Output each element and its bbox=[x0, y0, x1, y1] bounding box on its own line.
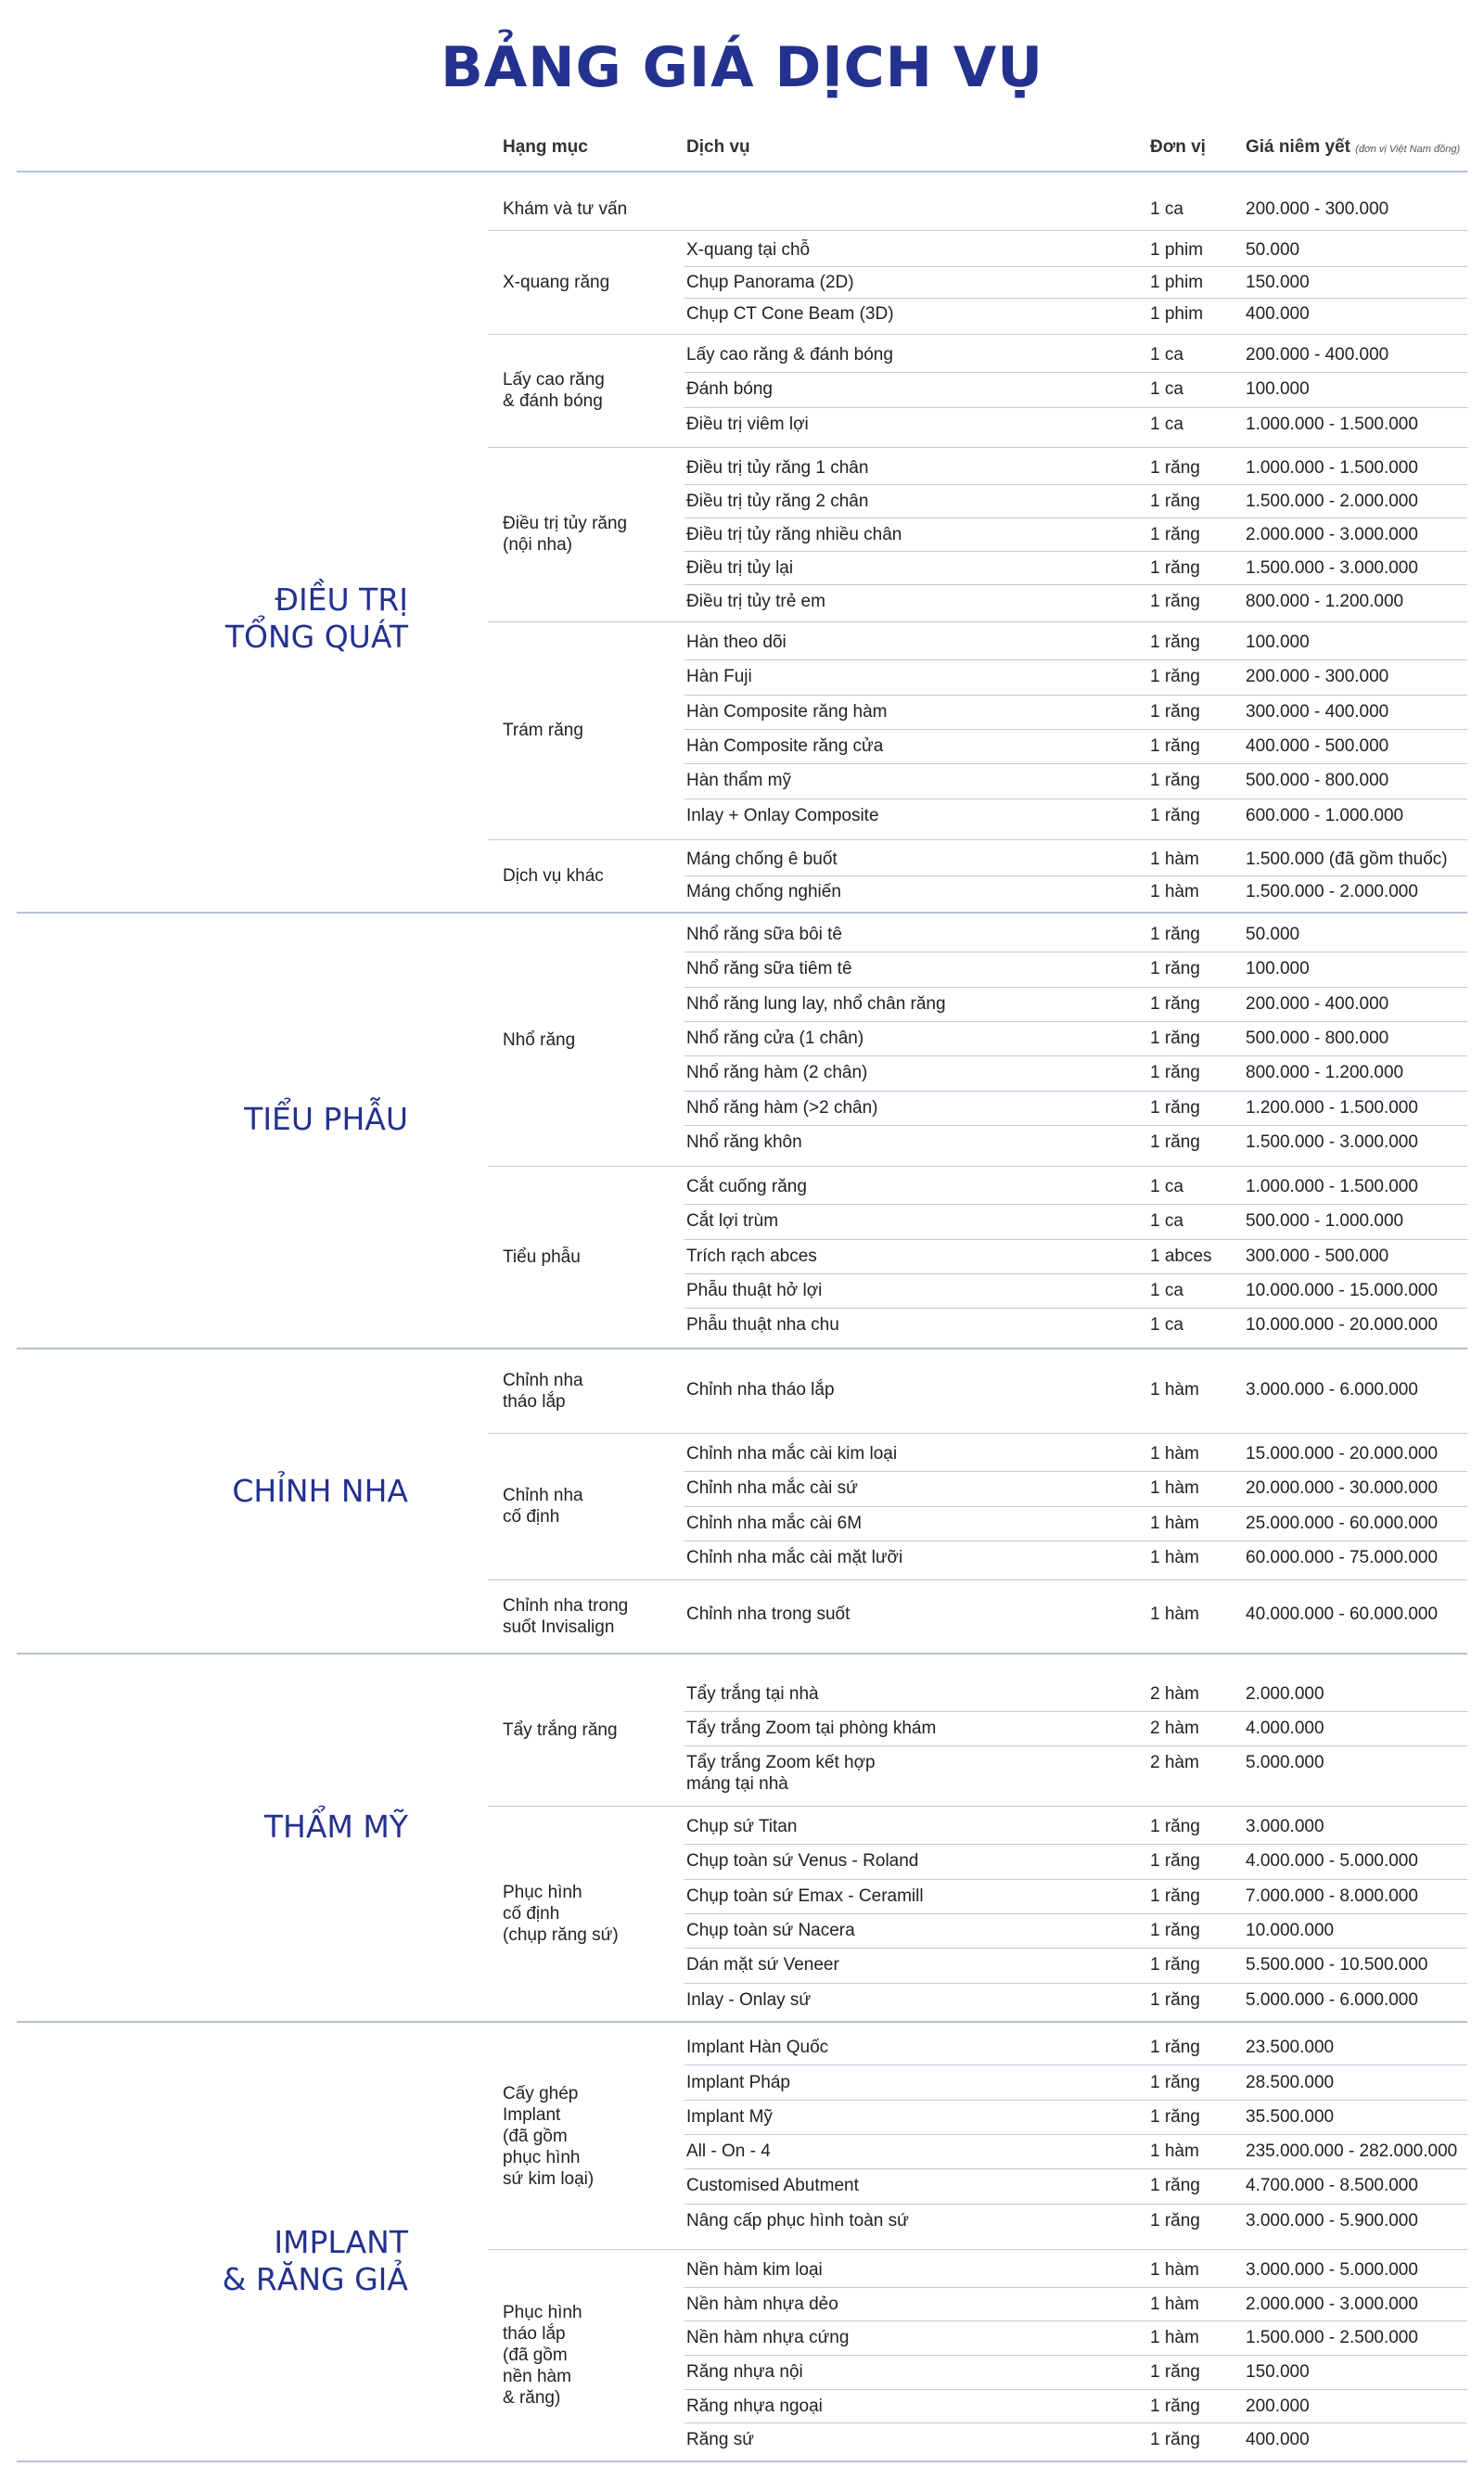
service-name: Hàn Composite răng hàm bbox=[686, 701, 888, 722]
service-price: 10.000.000 - 15.000.000 bbox=[1246, 1281, 1439, 1301]
service-unit: 1 răng bbox=[1150, 457, 1200, 478]
service-unit: 1 phim bbox=[1150, 304, 1204, 325]
service-name: Nhổ răng hàm (2 chân) bbox=[686, 1063, 868, 1083]
service-unit: 1 răng bbox=[1150, 1851, 1200, 1872]
service-price: 400.000 bbox=[1246, 304, 1310, 325]
service-name: Inlay + Onlay Composite bbox=[686, 805, 879, 825]
service-name: Răng nhựa ngoại bbox=[686, 2396, 823, 2416]
service-unit: 1 răng bbox=[1150, 2430, 1200, 2450]
category-divider bbox=[488, 1806, 1467, 1807]
column-header-price bbox=[1246, 137, 1460, 158]
service-unit: 1 hàm bbox=[1150, 1548, 1199, 1568]
service-price: 400.000 bbox=[1246, 2430, 1310, 2450]
service-name: X-quang tại chỗ bbox=[686, 239, 811, 260]
service-price: 400.000 - 500.000 bbox=[1246, 736, 1389, 757]
service-unit: 1 răng bbox=[1150, 771, 1200, 791]
service-unit: 1 hàm bbox=[1150, 850, 1199, 869]
service-unit: 1 hàm bbox=[1150, 1604, 1199, 1624]
service-name: Phẫu thuật hở lợi bbox=[686, 1281, 823, 1301]
service-price: 1.500.000 - 2.000.000 bbox=[1246, 882, 1418, 901]
service-price: 150.000 bbox=[1246, 2361, 1310, 2382]
service-unit: 1 ca bbox=[1150, 1281, 1183, 1301]
section-divider bbox=[17, 912, 1467, 914]
service-price: 1.500.000 (đã gồm thuốc) bbox=[1246, 850, 1448, 869]
service-price: 23.500.000 bbox=[1246, 2038, 1335, 2058]
service-name: Răng nhựa nội bbox=[686, 2361, 803, 2382]
service-price: 3.000.000 - 6.000.000 bbox=[1246, 1379, 1418, 1400]
service-unit: 1 răng bbox=[1150, 993, 1200, 1014]
header-divider bbox=[17, 171, 1467, 173]
service-name: Chỉnh nha trong suốt bbox=[686, 1604, 851, 1624]
row-divider bbox=[684, 1021, 1467, 1022]
service-name: Nhổ răng cửa (1 chân) bbox=[686, 1029, 864, 1049]
service-price: 300.000 - 500.000 bbox=[1246, 1246, 1389, 1266]
service-name: Implant Pháp bbox=[686, 2072, 790, 2092]
service-price: 200.000 bbox=[1246, 2396, 1310, 2416]
service-price: 200.000 - 400.000 bbox=[1246, 345, 1389, 365]
category-divider bbox=[488, 621, 1467, 622]
service-price: 1.200.000 - 1.500.000 bbox=[1246, 1097, 1418, 1118]
row-divider bbox=[684, 2168, 1467, 2169]
service-unit: 1 hàm bbox=[1150, 1379, 1199, 1400]
row-divider bbox=[684, 1125, 1467, 1126]
service-price: 10.000.000 - 20.000.000 bbox=[1246, 1315, 1439, 1336]
service-unit: 1 răng bbox=[1150, 1817, 1200, 1837]
service-name: Đánh bóng bbox=[686, 379, 773, 400]
service-name: Hàn thẩm mỹ bbox=[686, 771, 791, 791]
column-header-service: Dịch vụ bbox=[686, 137, 750, 157]
category-divider bbox=[488, 334, 1467, 335]
service-unit: 1 răng bbox=[1150, 557, 1200, 578]
row-divider bbox=[684, 1204, 1467, 1205]
service-unit: 1 răng bbox=[1150, 701, 1200, 722]
service-unit: 1 răng bbox=[1150, 805, 1200, 825]
row-divider bbox=[684, 659, 1467, 660]
service-price: 28.500.000 bbox=[1246, 2072, 1335, 2092]
service-price: 50.000 bbox=[1246, 925, 1300, 945]
service-price: 1.000.000 - 1.500.000 bbox=[1246, 457, 1418, 478]
service-price: 5.000.000 - 6.000.000 bbox=[1246, 1989, 1418, 2010]
service-unit: 2 hàm bbox=[1150, 1683, 1199, 1704]
category-label: Phục hình tháo lắp (đã gồm nền hàm & răng) bbox=[503, 2302, 582, 2408]
service-name: Chụp sứ Titan bbox=[686, 1817, 798, 1837]
row-divider bbox=[684, 1471, 1467, 1472]
service-unit: 1 ca bbox=[1150, 199, 1183, 219]
category-label: Chỉnh nha trong suốt Invisalign bbox=[503, 1595, 629, 1637]
service-price: 3.000.000 - 5.900.000 bbox=[1246, 2210, 1418, 2231]
service-name: Nền hàm kim loại bbox=[686, 2259, 823, 2280]
service-name: Tẩy trắng tại nhà bbox=[686, 1683, 819, 1704]
service-unit: 1 răng bbox=[1150, 2210, 1200, 2231]
section-divider bbox=[17, 1348, 1467, 1349]
row-divider bbox=[684, 987, 1467, 988]
row-divider bbox=[684, 1844, 1467, 1845]
row-divider bbox=[684, 2100, 1467, 2101]
service-unit: 1 răng bbox=[1150, 925, 1200, 945]
row-divider bbox=[684, 551, 1467, 552]
service-name: Hàn theo dõi bbox=[686, 633, 787, 653]
service-price: 4.000.000 - 5.000.000 bbox=[1246, 1851, 1418, 1872]
service-price: 300.000 - 400.000 bbox=[1246, 701, 1389, 722]
price-header-label: Giá niêm yết bbox=[1246, 137, 1350, 157]
service-name: Cắt cuống răng bbox=[686, 1177, 807, 1197]
service-unit: 1 răng bbox=[1150, 2106, 1200, 2127]
service-unit: 1 hàm bbox=[1150, 1478, 1199, 1499]
service-unit: 1 răng bbox=[1150, 1921, 1200, 1941]
service-unit: 1 ca bbox=[1150, 1211, 1183, 1232]
category-divider bbox=[488, 2249, 1467, 2250]
category-divider bbox=[488, 230, 1467, 231]
service-unit: 1 răng bbox=[1150, 1955, 1200, 1975]
service-name: Chụp CT Cone Beam (3D) bbox=[686, 304, 894, 325]
row-divider bbox=[684, 407, 1467, 408]
service-name: Nhổ răng sữa bôi tê bbox=[686, 925, 842, 945]
service-price: 10.000.000 bbox=[1246, 1921, 1335, 1941]
row-divider bbox=[684, 266, 1467, 267]
service-price: 1.500.000 - 2.500.000 bbox=[1246, 2328, 1418, 2348]
category-label: Khám và tư vấn bbox=[503, 199, 628, 219]
category-divider bbox=[488, 1433, 1467, 1434]
category-label: Cấy ghép Implant (đã gồm phục hình sứ kim loại) bbox=[503, 2083, 595, 2189]
service-name: Chụp toàn sứ Emax - Ceramill bbox=[686, 1886, 924, 1906]
service-price: 100.000 bbox=[1246, 633, 1310, 653]
page-title: BẢNG GIÁ DỊCH VỤ bbox=[441, 35, 1043, 100]
service-name: Điều trị tủy trẻ em bbox=[686, 591, 825, 611]
category-divider bbox=[488, 1166, 1467, 1167]
service-price: 235.000.000 - 282.000.000 bbox=[1246, 2141, 1458, 2162]
service-unit: 1 ca bbox=[1150, 414, 1183, 434]
service-unit: 1 hàm bbox=[1150, 2141, 1199, 2162]
service-name: Điều trị tủy lại bbox=[686, 557, 794, 578]
row-divider bbox=[684, 2355, 1467, 2356]
service-name: Tẩy trắng Zoom kết hợp máng tại nhà bbox=[686, 1753, 876, 1795]
category-divider bbox=[488, 1579, 1467, 1580]
service-price: 1.500.000 - 3.000.000 bbox=[1246, 1131, 1418, 1152]
service-name: Implant Mỹ bbox=[686, 2106, 773, 2127]
section-label: CHỈNH NHA bbox=[232, 1473, 408, 1509]
service-unit: 1 ca bbox=[1150, 345, 1183, 365]
service-unit: 2 hàm bbox=[1150, 1753, 1199, 1773]
service-unit: 1 răng bbox=[1150, 1989, 1200, 2010]
service-name: Chụp Panorama (2D) bbox=[686, 272, 854, 292]
service-price: 4.000.000 bbox=[1246, 1719, 1324, 1738]
table-bottom-border bbox=[17, 2461, 1467, 2462]
service-name: Nhổ răng hàm (>2 chân) bbox=[686, 1097, 878, 1118]
service-price: 200.000 - 400.000 bbox=[1246, 993, 1389, 1014]
section-divider bbox=[17, 1653, 1467, 1655]
row-divider bbox=[684, 2134, 1467, 2135]
service-name: Điều trị viêm lợi bbox=[686, 414, 809, 434]
service-unit: 1 ca bbox=[1150, 1177, 1183, 1197]
row-divider bbox=[684, 1239, 1467, 1240]
service-name: Răng sứ bbox=[686, 2430, 754, 2450]
service-unit: 1 răng bbox=[1150, 1063, 1200, 1083]
service-name: Máng chống nghiến bbox=[686, 882, 841, 901]
service-name: Điều trị tủy răng 2 chân bbox=[686, 491, 869, 511]
service-name: Điều trị tủy răng 1 chân bbox=[686, 457, 869, 478]
row-divider bbox=[684, 484, 1467, 485]
service-name: Lấy cao răng & đánh bóng bbox=[686, 345, 893, 365]
service-price: 2.000.000 - 3.000.000 bbox=[1246, 524, 1418, 544]
service-unit: 1 răng bbox=[1150, 959, 1200, 979]
service-price: 100.000 bbox=[1246, 379, 1310, 400]
row-divider bbox=[684, 1273, 1467, 1274]
service-name: Customised Abutment bbox=[686, 2176, 859, 2196]
service-name: All - On - 4 bbox=[686, 2141, 771, 2162]
service-name: Cắt lợi trùm bbox=[686, 1211, 779, 1232]
service-unit: 1 hàm bbox=[1150, 882, 1199, 901]
service-price: 500.000 - 800.000 bbox=[1246, 1029, 1389, 1049]
service-unit: 1 răng bbox=[1150, 667, 1200, 687]
service-unit: 1 phim bbox=[1150, 272, 1204, 292]
row-divider bbox=[684, 1091, 1467, 1092]
service-unit: 1 răng bbox=[1150, 2072, 1200, 2092]
category-label: X-quang răng bbox=[503, 272, 610, 292]
section-label: TIỂU PHẪU bbox=[244, 1101, 408, 1137]
service-price: 4.700.000 - 8.500.000 bbox=[1246, 2176, 1418, 2196]
service-price: 800.000 - 1.200.000 bbox=[1246, 1063, 1404, 1083]
service-unit: 1 răng bbox=[1150, 524, 1200, 544]
service-name: Trích rạch abces bbox=[686, 1246, 817, 1266]
service-price: 2.000.000 bbox=[1246, 1683, 1324, 1704]
service-name: Phẫu thuật nha chu bbox=[686, 1315, 839, 1336]
service-unit: 1 răng bbox=[1150, 633, 1200, 653]
service-price: 25.000.000 - 60.000.000 bbox=[1246, 1513, 1439, 1533]
service-price: 100.000 bbox=[1246, 959, 1310, 979]
section-label: ĐIỀU TRỊ TỔNG QUÁT bbox=[224, 582, 408, 655]
service-price: 200.000 - 300.000 bbox=[1246, 667, 1389, 687]
column-header-category: Hạng mục bbox=[503, 137, 588, 157]
row-divider bbox=[684, 2422, 1467, 2423]
service-price: 15.000.000 - 20.000.000 bbox=[1246, 1444, 1439, 1464]
column-header-unit: Đơn vị bbox=[1150, 137, 1206, 157]
category-label: Phục hình cố định (chụp răng sứ) bbox=[503, 1882, 619, 1945]
category-label: Lấy cao răng & đánh bóng bbox=[503, 370, 605, 411]
category-label: Nhổ răng bbox=[503, 1029, 576, 1050]
row-divider bbox=[684, 2389, 1467, 2390]
row-divider bbox=[684, 1506, 1467, 1507]
service-price: 7.000.000 - 8.000.000 bbox=[1246, 1886, 1418, 1906]
service-unit: 1 răng bbox=[1150, 2396, 1200, 2416]
service-name: Chỉnh nha mắc cài sứ bbox=[686, 1478, 858, 1499]
section-divider bbox=[17, 2021, 1467, 2023]
service-price: 1.000.000 - 1.500.000 bbox=[1246, 414, 1418, 434]
service-unit: 1 răng bbox=[1150, 591, 1200, 611]
service-unit: 2 hàm bbox=[1150, 1719, 1199, 1738]
category-label: Chỉnh nha cố định bbox=[503, 1486, 583, 1527]
service-unit: 1 răng bbox=[1150, 736, 1200, 757]
service-unit: 1 phim bbox=[1150, 239, 1204, 260]
category-label: Dịch vụ khác bbox=[503, 865, 604, 886]
service-name: Nền hàm nhựa dẻo bbox=[686, 2294, 838, 2314]
service-name: Nâng cấp phục hình toàn sứ bbox=[686, 2210, 909, 2231]
category-label: Trám răng bbox=[503, 721, 583, 740]
service-unit: 1 hàm bbox=[1150, 2328, 1199, 2348]
service-price: 1.000.000 - 1.500.000 bbox=[1246, 1177, 1418, 1197]
service-unit: 1 răng bbox=[1150, 1097, 1200, 1118]
service-name: Nhổ răng khôn bbox=[686, 1131, 802, 1152]
service-price: 40.000.000 - 60.000.000 bbox=[1246, 1604, 1439, 1624]
service-price: 60.000.000 - 75.000.000 bbox=[1246, 1548, 1439, 1568]
service-name: Điều trị tủy răng nhiều chân bbox=[686, 524, 902, 544]
service-name: Inlay - Onlay sứ bbox=[686, 1989, 812, 2010]
service-unit: 1 răng bbox=[1150, 1131, 1200, 1152]
row-divider bbox=[684, 1913, 1467, 1914]
service-name: Chỉnh nha tháo lắp bbox=[686, 1379, 835, 1400]
service-name: Chỉnh nha mắc cài kim loại bbox=[686, 1444, 898, 1464]
category-label: Tẩy trắng răng bbox=[503, 1720, 618, 1740]
price-header-note: (đơn vị Việt Nam đồng) bbox=[1355, 144, 1461, 155]
service-name: Chụp toàn sứ Nacera bbox=[686, 1921, 855, 1941]
row-divider bbox=[684, 1711, 1467, 1712]
row-divider bbox=[684, 1308, 1467, 1309]
service-name: Chỉnh nha mắc cài mặt lưỡi bbox=[686, 1548, 903, 1568]
service-unit: 1 hàm bbox=[1150, 1513, 1199, 1533]
service-unit: 1 ca bbox=[1150, 379, 1183, 400]
row-divider bbox=[684, 1540, 1467, 1541]
row-divider bbox=[684, 372, 1467, 373]
service-name: Chỉnh nha mắc cài 6M bbox=[686, 1513, 863, 1533]
service-unit: 1 răng bbox=[1150, 1029, 1200, 1049]
service-price: 1.500.000 - 3.000.000 bbox=[1246, 557, 1418, 578]
service-unit: 1 răng bbox=[1150, 1886, 1200, 1906]
service-price: 20.000.000 - 30.000.000 bbox=[1246, 1478, 1439, 1499]
row-divider bbox=[684, 729, 1467, 730]
category-divider bbox=[488, 839, 1467, 840]
service-unit: 1 hàm bbox=[1150, 2259, 1199, 2280]
service-price: 5.000.000 bbox=[1246, 1753, 1324, 1773]
row-divider bbox=[684, 763, 1467, 764]
service-price: 1.500.000 - 2.000.000 bbox=[1246, 491, 1418, 511]
service-price: 3.000.000 - 5.000.000 bbox=[1246, 2259, 1418, 2280]
row-divider bbox=[684, 298, 1467, 299]
row-divider bbox=[684, 1055, 1467, 1056]
service-price: 50.000 bbox=[1246, 239, 1300, 260]
service-price: 800.000 - 1.200.000 bbox=[1246, 591, 1404, 611]
service-name: Nền hàm nhựa cứng bbox=[686, 2328, 850, 2348]
service-unit: 1 răng bbox=[1150, 2038, 1200, 2058]
service-name: Dán mặt sứ Veneer bbox=[686, 1955, 839, 1975]
service-name: Tẩy trắng Zoom tại phòng khám bbox=[686, 1719, 937, 1738]
row-divider bbox=[684, 1879, 1467, 1880]
row-divider bbox=[684, 1983, 1467, 1984]
category-label: Điều trị tủy răng (nội nha) bbox=[503, 514, 628, 555]
service-price: 3.000.000 bbox=[1246, 1817, 1324, 1837]
service-name: Hàn Composite răng cửa bbox=[686, 736, 884, 757]
row-divider bbox=[684, 1948, 1467, 1949]
row-divider bbox=[684, 2287, 1467, 2288]
service-name: Nhổ răng sữa tiêm tê bbox=[686, 959, 852, 979]
service-unit: 1 abces bbox=[1150, 1246, 1212, 1266]
service-name: Implant Hàn Quốc bbox=[686, 2038, 829, 2058]
section-label: IMPLANT & RĂNG GIẢ bbox=[222, 2224, 408, 2297]
service-price: 500.000 - 1.000.000 bbox=[1246, 1211, 1404, 1232]
service-price: 150.000 bbox=[1246, 272, 1310, 292]
row-divider bbox=[684, 2204, 1467, 2205]
row-divider bbox=[684, 1745, 1467, 1746]
service-unit: 1 răng bbox=[1150, 2361, 1200, 2382]
row-divider bbox=[684, 2320, 1467, 2321]
service-price: 35.500.000 bbox=[1246, 2106, 1335, 2127]
service-name: Nhổ răng lung lay, nhổ chân răng bbox=[686, 993, 946, 1014]
service-price: 500.000 - 800.000 bbox=[1246, 771, 1389, 791]
service-unit: 1 răng bbox=[1150, 2176, 1200, 2196]
category-label: Tiểu phẫu bbox=[503, 1246, 581, 1267]
service-name: Hàn Fuji bbox=[686, 667, 752, 687]
category-divider bbox=[488, 447, 1467, 448]
service-unit: 1 ca bbox=[1150, 1315, 1183, 1336]
service-unit: 1 răng bbox=[1150, 491, 1200, 511]
service-unit: 1 hàm bbox=[1150, 2294, 1199, 2314]
service-price: 2.000.000 - 3.000.000 bbox=[1246, 2294, 1418, 2314]
service-name: Chụp toàn sứ Venus - Roland bbox=[686, 1851, 919, 1872]
service-price: 200.000 - 300.000 bbox=[1246, 199, 1389, 219]
category-label: Chỉnh nha tháo lắp bbox=[503, 1371, 583, 1412]
row-divider bbox=[684, 695, 1467, 696]
section-label: THẨM MỸ bbox=[263, 1809, 408, 1845]
service-unit: 1 hàm bbox=[1150, 1444, 1199, 1464]
service-price: 5.500.000 - 10.500.000 bbox=[1246, 1955, 1428, 1975]
row-divider bbox=[684, 584, 1467, 585]
service-price: 600.000 - 1.000.000 bbox=[1246, 805, 1404, 825]
service-name: Máng chống ê buốt bbox=[686, 850, 838, 869]
